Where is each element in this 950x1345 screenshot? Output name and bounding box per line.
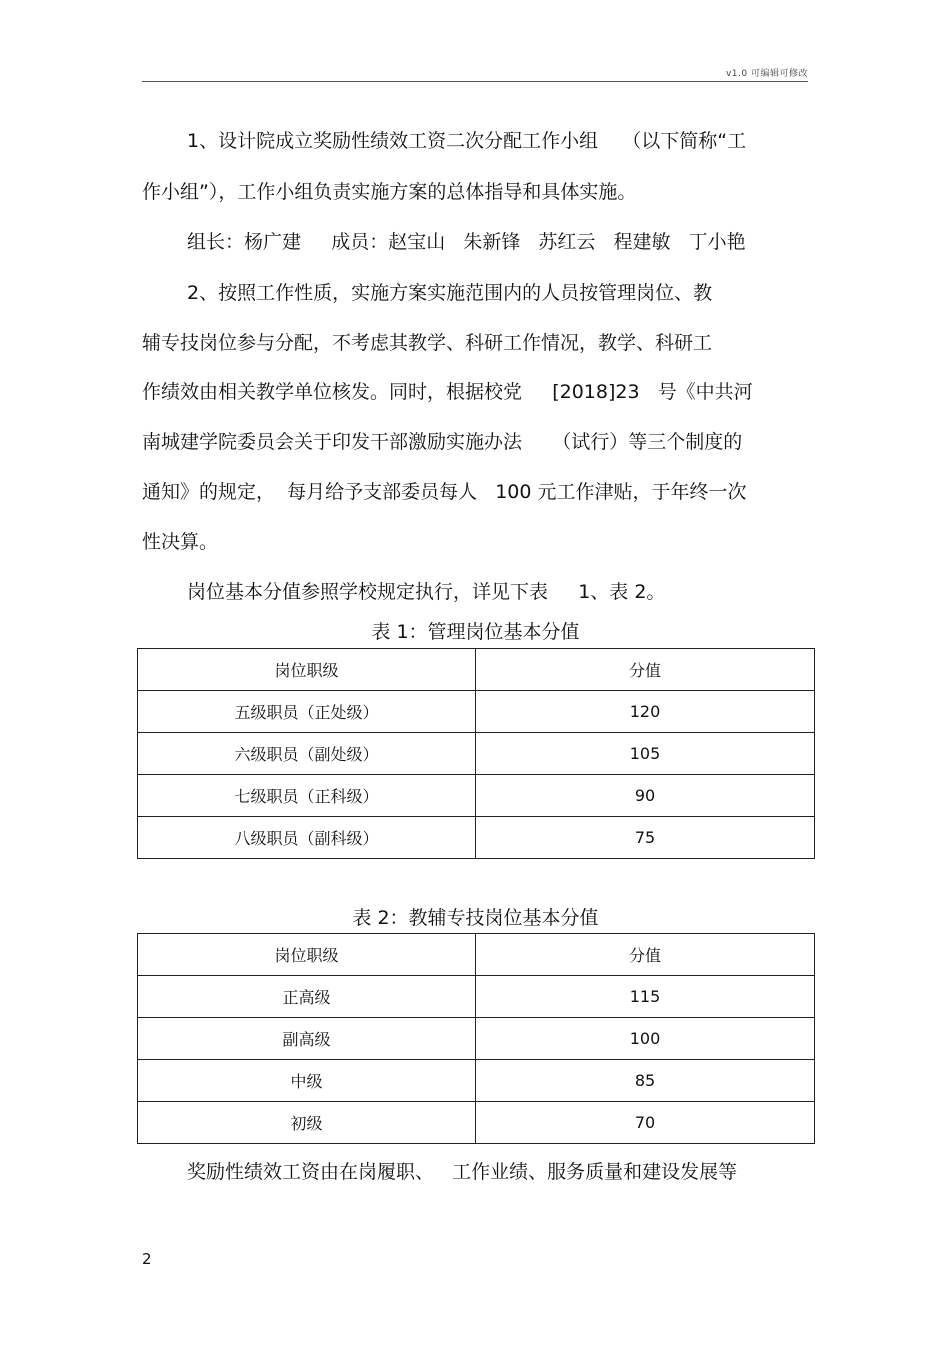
table-row <box>138 1060 815 1102</box>
table2 <box>137 933 815 1144</box>
table-cell-score: 100 <box>476 1018 815 1060</box>
table-cell-score: 90 <box>476 775 815 817</box>
header-version-note: v1.0 可编辑可修改 <box>725 69 808 79</box>
table-cell-level: 正高级 <box>138 976 476 1018</box>
table-row <box>138 733 815 775</box>
table-cell-level: 副高级 <box>138 1018 476 1060</box>
table-cell-level: 六级职员（副处级） <box>138 733 476 775</box>
table-cell-level: 七级职员（正科级） <box>138 775 476 817</box>
table-row <box>138 691 815 733</box>
table1-caption: 表 1：管理岗位基本分值 <box>371 621 580 643</box>
table-cell-level: 八级职员（副科级） <box>138 817 476 859</box>
table-header-cell: 分值 <box>476 649 815 691</box>
paragraph-line: 性决算。 <box>142 531 219 553</box>
table-row <box>138 1102 815 1144</box>
paragraph-line: 作小组”），工作小组负责实施方案的总体指导和具体实施。 <box>142 181 637 203</box>
table-row <box>138 976 815 1018</box>
header-divider <box>142 81 808 82</box>
paragraph-line: 通知》的规定， 每月给予支部委员每人 100 元工作津贴，于年终一次 <box>142 481 747 503</box>
paragraph-line: 作绩效由相关教学单位核发。同时，根据校党 [2018]23 号《中共河 <box>142 381 753 403</box>
paragraph-line: 1、设计院成立奖励性绩效工资二次分配工作小组 （以下简称“工 <box>187 130 747 152</box>
table-header-row <box>138 934 815 976</box>
table-cell-score: 85 <box>476 1060 815 1102</box>
table-cell-score: 75 <box>476 817 815 859</box>
table-cell-level: 中级 <box>138 1060 476 1102</box>
table-cell-score: 115 <box>476 976 815 1018</box>
table-header-row <box>138 649 815 691</box>
paragraph-line: 奖励性绩效工资由在岗履职、 工作业绩、服务质量和建设发展等 <box>187 1161 738 1183</box>
table-cell-level: 五级职员（正处级） <box>138 691 476 733</box>
paragraph-line: 岗位基本分值参照学校规定执行，详见下表 1、表 2。 <box>187 581 666 603</box>
table-row <box>138 1018 815 1060</box>
paragraph-line: 2、按照工作性质，实施方案实施范围内的人员按管理岗位、教 <box>187 282 713 304</box>
paragraph-line: 组长：杨广建 成员：赵宝山 朱新锋 苏红云 程建敏 丁小艳 <box>187 231 746 253</box>
paragraph-line: 辅专技岗位参与分配，不考虑其教学、科研工作情况，教学、科研工 <box>142 332 713 354</box>
table-cell-score: 120 <box>476 691 815 733</box>
table-row <box>138 775 815 817</box>
table-cell-score: 70 <box>476 1102 815 1144</box>
table-cell-level: 初级 <box>138 1102 476 1144</box>
table-cell-score: 105 <box>476 733 815 775</box>
paragraph-line: 南城建学院委员会关于印发干部激励实施办法 （试行）等三个制度的 <box>142 431 743 453</box>
table-header-cell: 分值 <box>476 934 815 976</box>
table-row <box>138 817 815 859</box>
table1 <box>137 648 815 859</box>
table-header-cell: 岗位职级 <box>138 649 476 691</box>
table2-caption: 表 2：教辅专技岗位基本分值 <box>352 907 599 929</box>
table-header-cell: 岗位职级 <box>138 934 476 976</box>
page-number: 2 <box>142 1250 152 1268</box>
